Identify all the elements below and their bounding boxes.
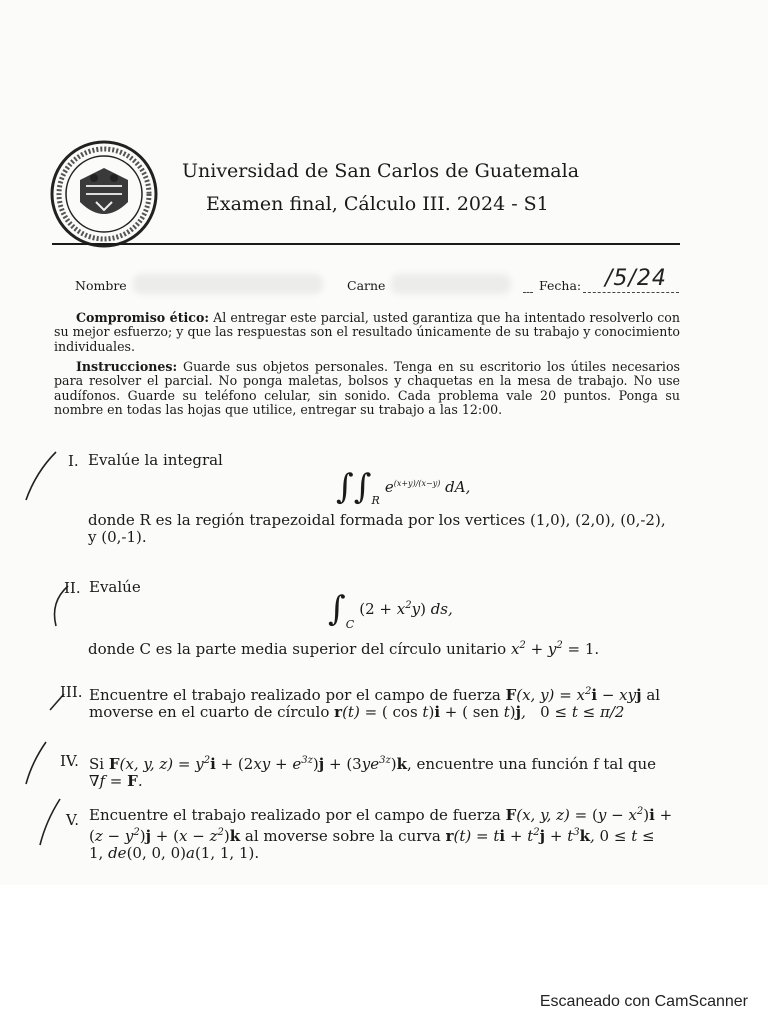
camscanner-watermark: Escaneado con CamScanner (539, 993, 748, 1010)
compromiso-label: Compromiso ético: (76, 310, 210, 325)
problem-2-number: II. (64, 579, 81, 597)
fecha-handwritten: /5/24 (605, 266, 667, 291)
problem-2-text: Evalúe (89, 578, 141, 596)
problem-2-formula: $\int_C$ $(2 + x^2y)$ ds, (328, 589, 453, 632)
problem-1-text: Evalúe la integral (88, 451, 223, 469)
name-label: Nombre (75, 278, 127, 293)
fecha-line (583, 292, 679, 293)
carne-label: Carne (347, 278, 386, 293)
problem-4-number: IV. (60, 752, 79, 770)
name-redacted (133, 274, 323, 294)
problem-4-text: Si F(x, y, $z) = y^2i + (2xy + e^{3z})j + (3ye^{3z})k$, encuentre una función f tal que ∇f = F. (89, 755, 657, 790)
instrucciones-label: Instrucciones: (76, 359, 178, 374)
carne-redacted (391, 274, 511, 294)
compromiso-paragraph (54, 311, 680, 354)
check-mark-1 (22, 448, 62, 504)
fecha-label: Fecha: (539, 278, 582, 293)
header-divider (52, 243, 680, 245)
problem-3-text: Encuentre el trabajo realizado por el campo de fuerza F(x, $y) = x^2i$ − xyj al moverse en el cuarto de círculo r(t) = ( cos t)i + ( sen t)j, 0 ≤ t ≤ π/2 (89, 686, 661, 721)
university-seal-icon (50, 140, 158, 248)
check-mark-5 (36, 795, 66, 851)
check-mark-4 (22, 738, 52, 788)
problem-5-number: V. (66, 811, 79, 829)
instrucciones-text: Guarde sus objetos personales. Tenga en su escritorio los útiles necesarios para resolver el parcial. No ponga maletas, bolsos y chaquetas en la mesa de trabajo. No use audífonos. Guarde su teléfono celular, sin sonido. Cada problema vale 20 puntos. Ponga su nombre en todas las hojas que utilice, entregar su trabajo a las 12:00. (54, 359, 680, 418)
university-title: Universidad de San Carlos de Guatemala (182, 160, 580, 182)
problem-1-detail: donde R es la región trapezoidal formada por los vertices (1,0), (2,0), (0,-2), y (0,-1). (88, 511, 666, 546)
student-fields (75, 266, 685, 300)
problem-2-detail: donde C es la parte media superior del círculo unitario $x^2 + y^2 = 1$. (88, 640, 600, 658)
compromiso-text: Al entregar este parcial, usted garantiza que ha intentado resolverlo con su mejor esfuerzo; y que las respuestas son el resultado únicamente de su trabajo y conocimiento individuales. (54, 310, 680, 354)
exam-title: Examen final, Cálculo III. 2024 - S1 (206, 193, 549, 215)
problem-1-number: I. (68, 452, 79, 470)
instrucciones-paragraph (54, 360, 680, 418)
problem-3-number: III. (60, 683, 83, 701)
problem-5-text: Encuentre el trabajo realizado por el campo de fuerza F(x, y, $z) = (y - x^2)i$ + $(z - y^2)j + (x - z^2)k$ al moverse sobre la curva r(t) = ti + $t^2j + t^3k$, 0 ≤ t ≤ 1, de(0, 0, 0)a(1, 1, 1). (89, 806, 673, 862)
problem-1-formula: $\int\int_R$ $e^{(x+y)/(x-y)}$ dA, (336, 467, 471, 508)
